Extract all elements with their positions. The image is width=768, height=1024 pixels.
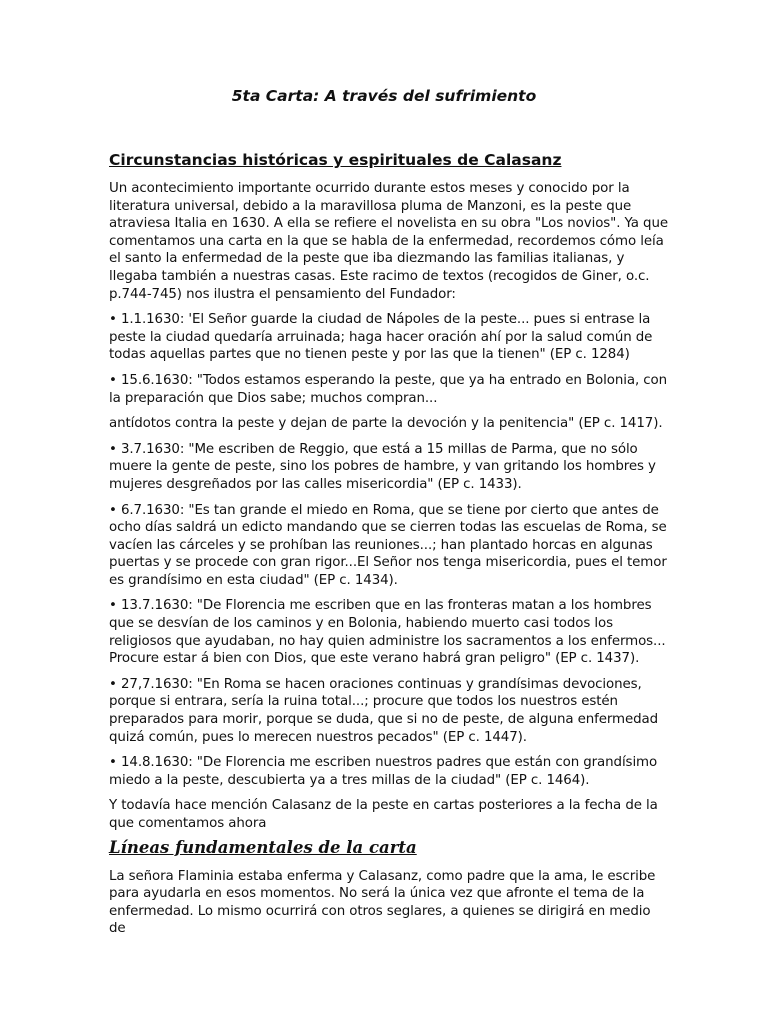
bullet-mark: • xyxy=(109,755,117,771)
bullet-mark: • xyxy=(109,502,117,518)
quote-item xyxy=(109,597,669,667)
bullet-mark: • xyxy=(109,598,117,614)
body-paragraph: La señora Flaminia estaba enferma y Calasanz, como padre que la ama, le escribe para ayudarla en esos momentos. No será la única vez que afronte el tema de la enfermedad. Lo mismo ocurrirá con otros seglares, a quienes se dirigirá en medio de xyxy=(109,868,656,937)
quote-item xyxy=(109,441,669,494)
bullet-mark: • xyxy=(109,676,117,692)
document-title: 5ta Carta: A través del sufrimiento xyxy=(231,87,537,105)
closing-paragraph: Y todavía hace mención Calasanz de la peste en cartas posteriores a la fecha de la que comentamos ahora xyxy=(109,798,658,831)
quote-item xyxy=(109,502,669,590)
bullet-mark: • xyxy=(109,312,117,328)
quote-item xyxy=(109,311,669,364)
intro-paragraph: Un acontecimiento importante ocurrido durante estos meses y conocido por la literatura universal, debido a la maravillosa pluma de Manzoni, es la peste que atraviesa Italia en 1630. A ella se refiere el novelista en su obra "Los novios". Ya que comentamos una carta en la que se habla de la enfermedad, recordemos cómo leía el santo la enfermedad de la peste que iba diezmando las familias italianas, y llegaba también a nuestras casas. Este racimo de textos (recogidos de Giner, o.c. p.744-745) nos ilustra el pensamiento del Fundador: xyxy=(109,181,668,302)
quote-text: 6.7.1630: "Es tan grande el miedo en Roma, que se tiene por cierto que antes de ocho días saldrá un edicto mandando que se cierren todas las escuelas de Roma, se vacíen las cárceles y se prohíban las reuniones...; han plantado horcas en algunas puertas y se procede con gran rigor...El Señor nos tenga misericordia, pues el temor es grandísimo en esta ciudad" (EP c. 1434). xyxy=(109,502,667,588)
bullet-mark: • xyxy=(109,372,117,388)
quote-text: 3.7.1630: "Me escriben de Reggio, que está a 15 millas de Parma, que no sólo muere la gente de peste, sino los pobres de hambre, y van gritando los hombres y mujeres desgreñados por las calles misericordia" (EP c. 1433). xyxy=(109,441,656,492)
bullet-mark: • xyxy=(109,441,117,457)
document-body xyxy=(109,150,669,946)
quote-item xyxy=(109,676,669,746)
quote-text: 13.7.1630: "De Florencia me escriben que en las fronteras matan a los hombres que se desvían de los caminos y en Bolonia, habiendo muerto casi todos los religiosos que ayudaban, no hay quien administre los sacramentos a los enfermos... Procure estar á bien con Dios, que este verano habrá gran peligro" (EP c. 1437). xyxy=(109,598,666,667)
quote-continuation xyxy=(109,415,669,433)
quote-text: 1.1.1630: 'El Señor guarde la ciudad de Nápoles de la peste... pues si entrase la peste la ciudad quedaría arruinada; haga hacer oración ahí por la salud común de todas aquellas partes que no tienen peste y por las que la tienen" (EP c. 1284) xyxy=(109,312,653,363)
quote-item xyxy=(109,372,669,407)
quote-item xyxy=(109,754,669,789)
quote-text: 15.6.1630: "Todos estamos esperando la peste, que ya ha entrado en Bolonia, con la preparación que Dios sabe; muchos compran... xyxy=(109,372,668,406)
quote-text: 14.8.1630: "De Florencia me escriben nuestros padres que están con grandísimo miedo a la peste, descubierta ya a tres millas de la ciudad" (EP c. 1464). xyxy=(109,755,658,788)
quote-text: antídotos contra la peste y dejan de parte la devoción y la penitencia" (EP c. 1417). xyxy=(109,416,663,432)
quote-text: 27,7.1630: "En Roma se hacen oraciones continuas y grandísimas devociones, porque si entrara, sería la ruina total...; procure que todos los nuestros estén preparados para morir, porque se duda, que si no de peste, de alguna enfermedad quizá común, pues lo merecen nuestros pecados" (EP c. 1447). xyxy=(109,676,659,745)
section-heading-fundamental-lines: Líneas fundamentales de la carta xyxy=(109,837,417,857)
section-heading-historical: Circunstancias históricas y espirituales de Calasanz xyxy=(109,151,562,169)
